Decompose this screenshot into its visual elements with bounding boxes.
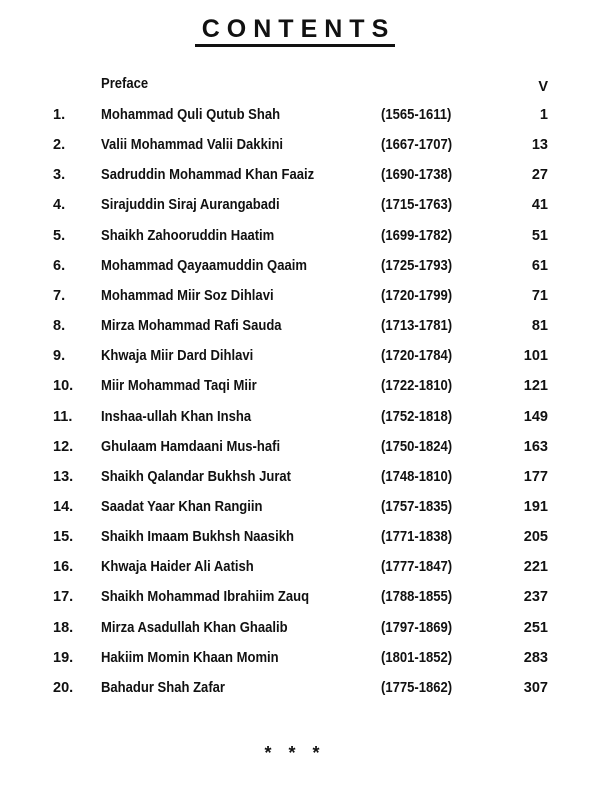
list-item (0, 104, 590, 126)
entry-number: 7. (53, 287, 66, 304)
entry-number: 13. (53, 468, 74, 485)
entry-years: (1667-1707) (381, 137, 453, 154)
preface-label: Preface (101, 76, 149, 92)
entry-number: 15. (53, 529, 74, 546)
entry-page: 81 (531, 318, 548, 334)
entry-number: 9. (53, 348, 66, 365)
entry-years: (1748-1810) (381, 468, 453, 485)
list-item (0, 225, 590, 247)
list-item (0, 617, 590, 639)
entry-name: Khwaja Haider Ali Aatish (101, 559, 254, 576)
list-item (0, 285, 590, 307)
list-item (0, 194, 590, 216)
list-item (0, 586, 590, 608)
entry-years: (1757-1835) (381, 498, 453, 515)
list-item (0, 526, 590, 548)
entry-number: 8. (53, 318, 66, 334)
entry-number: 3. (53, 167, 66, 184)
entry-number: 1. (53, 107, 66, 123)
entry-page: 283 (523, 649, 548, 666)
entry-name: Shaikh Qalandar Bukhsh Jurat (101, 468, 292, 485)
entry-page: 1 (539, 107, 548, 123)
page-title (0, 14, 590, 44)
entry-number: 16. (53, 559, 74, 576)
list-item (0, 466, 590, 488)
entry-page: 221 (523, 559, 548, 576)
end-ornament: * * * (264, 743, 326, 763)
entry-years: (1788-1855) (381, 589, 453, 606)
entry-number: 5. (53, 227, 66, 244)
entry-number: 18. (53, 619, 74, 636)
entry-number: 17. (53, 589, 74, 606)
entry-name: Inshaa-ullah Khan Insha (101, 408, 252, 425)
entry-name: Mohammad Quli Qutub Shah (101, 107, 281, 123)
entry-years: (1752-1818) (381, 408, 453, 425)
entry-name: Shaikh Imaam Bukhsh Naasikh (101, 529, 294, 546)
entry-number: 20. (53, 679, 74, 696)
entry-name: Shaikh Zahooruddin Haatim (101, 227, 275, 244)
entry-years: (1715-1763) (381, 197, 453, 214)
entry-page: 101 (523, 348, 548, 365)
entry-years: (1801-1852) (381, 649, 453, 666)
entry-page: 191 (523, 498, 548, 515)
entry-page: 149 (523, 408, 548, 425)
list-item (0, 375, 590, 397)
entry-page: 27 (531, 167, 548, 184)
entry-number: 12. (53, 438, 74, 455)
entry-name: Khwaja Miir Dard Dihlavi (101, 348, 254, 365)
entry-name: Valii Mohammad Valii Dakkini (101, 137, 284, 154)
entry-years: (1777-1847) (381, 559, 453, 576)
list-item (0, 556, 590, 578)
entry-name: Sadruddin Mohammad Khan Faaiz (101, 167, 315, 184)
list-item (0, 647, 590, 669)
list-item (0, 345, 590, 367)
page-title-text: CONTENTS (195, 15, 396, 47)
entry-name: Shaikh Mohammad Ibrahiim Zauq (101, 589, 310, 606)
entry-page: 71 (531, 287, 548, 304)
entry-number: 11. (53, 408, 73, 425)
entry-page: 205 (523, 529, 548, 546)
list-item (0, 255, 590, 277)
entry-page: 13 (531, 137, 548, 154)
list-item (0, 134, 590, 156)
entry-number: 6. (53, 257, 66, 274)
entry-name: Miir Mohammad Taqi Miir (101, 378, 257, 395)
entry-number: 4. (53, 197, 66, 214)
entry-number: 2. (53, 137, 66, 154)
entry-page: 237 (523, 589, 548, 606)
entry-name: Mohammad Miir Soz Dihlavi (101, 287, 274, 304)
list-item (0, 677, 590, 699)
list-item (0, 315, 590, 337)
entry-name: Bahadur Shah Zafar (101, 679, 226, 696)
list-item (0, 436, 590, 458)
entry-years: (1720-1799) (381, 287, 453, 304)
entry-page: 121 (523, 378, 548, 395)
entry-name: Saadat Yaar Khan Rangiin (101, 498, 263, 515)
entry-page: 41 (531, 197, 548, 214)
entry-years: (1775-1862) (381, 679, 453, 696)
entry-years: (1771-1838) (381, 529, 453, 546)
list-item (0, 164, 590, 186)
entry-years: (1722-1810) (381, 378, 453, 395)
entry-name: Sirajuddin Siraj Aurangabadi (101, 197, 280, 214)
entry-years: (1565-1611) (381, 107, 452, 123)
entry-page: 61 (531, 257, 548, 274)
entry-years: (1699-1782) (381, 227, 453, 244)
entry-years: (1720-1784) (381, 348, 453, 365)
entry-page: 51 (531, 227, 548, 244)
entry-name: Mirza Asadullah Khan Ghaalib (101, 619, 288, 636)
entry-number: 19. (53, 649, 74, 666)
entry-years: (1725-1793) (381, 257, 453, 274)
list-item (0, 496, 590, 518)
entry-name: Mirza Mohammad Rafi Sauda (101, 318, 282, 334)
entry-years: (1750-1824) (381, 438, 453, 455)
entry-years: (1797-1869) (381, 619, 453, 636)
entry-number: 10. (53, 378, 74, 395)
entry-name: Mohammad Qayaamuddin Qaaim (101, 257, 307, 274)
list-item (0, 406, 590, 428)
entry-page: 251 (523, 619, 548, 636)
preface-page-number: V (538, 79, 548, 95)
entry-page: 177 (523, 468, 548, 485)
entry-name: Ghulaam Hamdaani Mus-hafi (101, 438, 281, 455)
entry-years: (1713-1781) (381, 318, 453, 334)
entry-number: 14. (53, 498, 74, 515)
entry-page: 163 (523, 438, 548, 455)
entry-name: Hakiim Momin Khaan Momin (101, 649, 279, 666)
entry-page: 307 (523, 679, 548, 696)
entry-years: (1690-1738) (381, 167, 453, 184)
